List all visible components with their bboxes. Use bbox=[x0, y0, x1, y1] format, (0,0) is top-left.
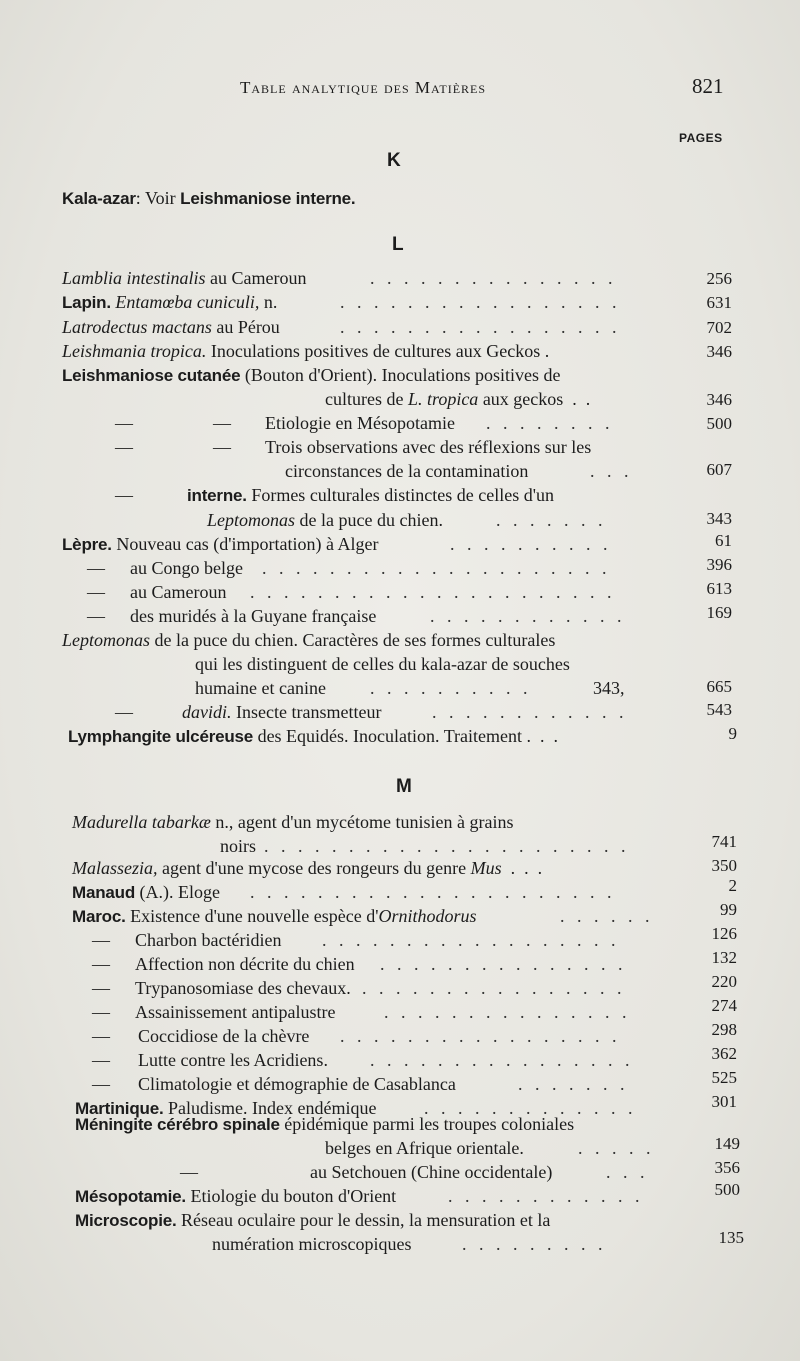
dot-leader: . . . . . . . . bbox=[486, 413, 614, 433]
entry-term: Kala-azar bbox=[62, 189, 136, 208]
entry-madurella bbox=[72, 812, 514, 833]
section-letter-m: M bbox=[396, 776, 412, 797]
entry-manaud bbox=[72, 882, 220, 903]
entry-maroc-coccidiose: Coccidiose de la chèvre bbox=[138, 1026, 310, 1046]
entry-davidi bbox=[182, 702, 381, 723]
page-ref: 135 bbox=[718, 1228, 744, 1247]
dash: — bbox=[180, 1162, 198, 1182]
entry-text: Insecte transmetteur bbox=[231, 702, 382, 722]
entry-lapin bbox=[62, 292, 277, 313]
entry-maroc-charbon: Charbon bactéridien bbox=[135, 930, 282, 950]
dash: — bbox=[115, 485, 133, 505]
dot-leader: . . . . . . . . . bbox=[462, 1234, 607, 1254]
entry-term: Leishmania tropica. bbox=[62, 341, 207, 361]
entry-lepre-congo: au Congo belge bbox=[130, 558, 243, 578]
dot-leader: . . . . . . . . . . . . . . . bbox=[384, 1002, 631, 1022]
page-ref: 99 bbox=[720, 900, 737, 919]
dot-leader: . . . . . . . . . . . . bbox=[448, 1186, 644, 1206]
dot-leader: . . . . . . . . . . . . . . . bbox=[370, 268, 617, 288]
dot-leader: . . . . . . bbox=[560, 906, 654, 926]
entry-continuation: Leptomonas de la puce du chien. bbox=[207, 510, 443, 530]
page-ref: 607 bbox=[706, 460, 732, 479]
entry-microscopie bbox=[75, 1210, 550, 1231]
dot-leader: . . . . . . . . . . . . bbox=[430, 606, 626, 626]
page-ref: 169 bbox=[706, 603, 732, 622]
entry-malassezia: Malassezia, agent d'une mycose des rongeurs du genre Mus . . . bbox=[72, 858, 543, 878]
entry-term: Lèpre. bbox=[62, 535, 112, 554]
entry-lamblia bbox=[62, 268, 307, 289]
entry-lymphangite: Lymphangite ulcéreuse des Equidés. Inoculation. Traitement . . . bbox=[68, 726, 559, 746]
entry-kala-azar bbox=[62, 188, 355, 209]
page-ref-secondary: 343, bbox=[593, 678, 625, 698]
entry-leishmania-tropica: Leishmania tropica. Inoculations positives de cultures aux Geckos . bbox=[62, 341, 550, 361]
dot-leader: . . . . . . . . . . . . . . . . . bbox=[340, 317, 621, 337]
entry-term: Malassezia, bbox=[72, 858, 158, 878]
entry-meningite bbox=[75, 1114, 574, 1135]
entry-leptomonas bbox=[62, 630, 555, 651]
entry-lepre-murides: des muridés à la Guyane française bbox=[130, 606, 377, 626]
page-number: 821 bbox=[692, 74, 724, 98]
entry-text: Paludisme. Index endémique bbox=[163, 1098, 377, 1118]
page-ref: 356 bbox=[714, 1158, 740, 1177]
section-letter-l: L bbox=[392, 234, 404, 255]
entry-leish-trois-observations: Trois observations avec des réflexions sur les bbox=[265, 437, 592, 457]
dot-leader: . . . . . . . . . . . . . bbox=[424, 1098, 637, 1118]
dot-leader: . . . . . . . . . . . . . . . . . . . . . . bbox=[250, 882, 616, 902]
page-ref: 665 bbox=[706, 677, 732, 696]
entry-term: Manaud bbox=[72, 883, 136, 902]
entry-italic: Entamœba cuniculi, bbox=[115, 292, 260, 312]
entry-continuation: cultures de L. tropica aux geckos . . bbox=[325, 389, 591, 409]
entry-italic: Mus bbox=[470, 858, 502, 878]
entry-text: Réseau oculaire pour le dessin, la mensuration et la bbox=[176, 1210, 551, 1230]
dash: — bbox=[213, 413, 231, 433]
entry-text: épidémique parmi les troupes coloniales bbox=[279, 1114, 575, 1134]
dot-leader: . . . . . . . . . . . . . . . . . bbox=[340, 292, 621, 312]
dash: — bbox=[92, 1026, 110, 1046]
entry-continuation: humaine et canine bbox=[195, 678, 326, 698]
entry-continuation: belges en Afrique orientale. bbox=[325, 1138, 524, 1158]
entry-term: Microscopie. bbox=[75, 1211, 177, 1230]
page-ref: 346 bbox=[706, 342, 732, 361]
dot-leader: . . . bbox=[590, 461, 633, 481]
dash: — bbox=[87, 582, 105, 602]
entry-latrodectus bbox=[62, 317, 280, 338]
page-ref: 525 bbox=[711, 1068, 737, 1087]
dash: — bbox=[92, 930, 110, 950]
entry-term: Lamblia intestinalis bbox=[62, 268, 206, 288]
entry-term: Leptomonas bbox=[62, 630, 151, 650]
entry-ref: Leishmaniose interne. bbox=[180, 189, 356, 208]
entry-text: n. bbox=[259, 292, 278, 312]
page-ref: 702 bbox=[706, 318, 732, 337]
page-ref: 149 bbox=[714, 1134, 740, 1153]
entry-maroc-affection: Affection non décrite du chien bbox=[135, 954, 355, 974]
dash: — bbox=[115, 413, 133, 433]
entry-continuation: noirs bbox=[220, 836, 256, 856]
entry-term: Martinique. bbox=[75, 1099, 164, 1118]
entry-mesopotamie bbox=[75, 1186, 396, 1207]
dot-leader: . . . . . . . . . . . . . . . . . . . . . . bbox=[250, 582, 616, 602]
entry-lepre bbox=[62, 534, 379, 555]
page-ref: 343 bbox=[706, 509, 732, 528]
dot-leader: . . . . . . . . . . . . . . . . . . . . . . bbox=[264, 836, 630, 856]
page-ref: 9 bbox=[728, 724, 737, 743]
running-title: Table analytique des Matières bbox=[240, 78, 487, 97]
entry-continuation: numération microscopiques bbox=[212, 1234, 412, 1254]
dash: — bbox=[92, 954, 110, 974]
page-ref: 631 bbox=[706, 293, 732, 312]
dot-leader: . . . . . bbox=[578, 1138, 655, 1158]
entry-maroc-lutte: Lutte contre les Acridiens. bbox=[138, 1050, 328, 1070]
page-ref: 274 bbox=[711, 996, 737, 1015]
entry-text: Etiologie du bouton d'Orient bbox=[185, 1186, 397, 1206]
entry-text: Nouveau cas (d'importation) à Alger bbox=[111, 534, 379, 554]
dot-leader: . . . . . . . . . . bbox=[450, 534, 612, 554]
dash: — bbox=[92, 1002, 110, 1022]
entry-leish-etiologie: Etiologie en Mésopotamie bbox=[265, 413, 455, 433]
page-ref: 126 bbox=[711, 924, 737, 943]
pages-column-label: PAGES bbox=[679, 131, 723, 145]
entry-continuation: qui les distinguent de celles du kala-azar de souches bbox=[195, 654, 570, 674]
entry-maroc bbox=[72, 906, 477, 927]
entry-term: Lapin. bbox=[62, 293, 111, 312]
page-ref: 396 bbox=[706, 555, 732, 574]
page-ref: 301 bbox=[711, 1092, 737, 1111]
entry-text: : Voir bbox=[135, 188, 181, 208]
page-ref: 350 bbox=[711, 856, 737, 875]
dash: — bbox=[92, 1074, 110, 1094]
entry-term: Maroc. bbox=[72, 907, 126, 926]
page-ref: 2 bbox=[728, 876, 737, 895]
entry-maroc-climatologie: Climatologie et démographie de Casablanca bbox=[138, 1074, 456, 1094]
page-ref: 346 bbox=[706, 390, 732, 409]
entry-text: (A.). Eloge bbox=[135, 882, 221, 902]
entry-term: Lymphangite ulcéreuse bbox=[68, 727, 254, 746]
dash: — bbox=[213, 437, 231, 457]
entry-term: interne. bbox=[187, 486, 247, 505]
entry-term: Madurella tabarkæ bbox=[72, 812, 211, 832]
page-ref: 256 bbox=[706, 269, 732, 288]
entry-text: au Cameroun bbox=[205, 268, 307, 288]
entry-term: Leishmaniose cutanée bbox=[62, 366, 241, 385]
page-ref: 132 bbox=[711, 948, 737, 967]
dash: — bbox=[115, 437, 133, 457]
page-ref: 500 bbox=[714, 1180, 740, 1199]
entry-leishmaniose-cutanee bbox=[62, 365, 561, 386]
entry-term: davidi. bbox=[182, 702, 232, 722]
entry-text: (Bouton d'Orient). Inoculations positives de bbox=[240, 365, 561, 385]
entry-text: Formes culturales distinctes de celles d'un bbox=[246, 485, 554, 505]
entry-text: au Pérou bbox=[211, 317, 280, 337]
dot-leader: . . . . . . . . . . . . . . . . . bbox=[340, 1026, 621, 1046]
entry-term: Méningite cérébro spinale bbox=[75, 1115, 280, 1134]
entry-maroc-trypano: Trypanosomiase des chevaux. bbox=[135, 978, 351, 998]
entry-leish-interne bbox=[187, 485, 554, 506]
dash: — bbox=[92, 1050, 110, 1070]
dot-leader: . . . . . . . bbox=[496, 510, 607, 530]
section-letter-k: K bbox=[387, 150, 401, 171]
dash: — bbox=[92, 978, 110, 998]
page-ref: 741 bbox=[711, 832, 737, 851]
page-ref: 500 bbox=[706, 414, 732, 433]
dash: — bbox=[115, 702, 133, 722]
dot-leader: . . . . . . . . . . . . . . . . . . bbox=[322, 930, 620, 950]
page-ref: 298 bbox=[711, 1020, 737, 1039]
entry-italic: Ornithodorus bbox=[378, 906, 477, 926]
dash: — bbox=[87, 558, 105, 578]
page-ref: 613 bbox=[706, 579, 732, 598]
dot-leader: . . . bbox=[606, 1162, 649, 1182]
dot-leader: . . . . . . . . . . . . . . . . bbox=[362, 978, 626, 998]
entry-term: Mésopotamie. bbox=[75, 1187, 186, 1206]
dot-leader: . . . . . . . bbox=[518, 1074, 629, 1094]
entry-lepre-cameroun: au Cameroun bbox=[130, 582, 227, 602]
dot-leader: . . . . . . . . . . . . . . . . bbox=[370, 1050, 634, 1070]
entry-meningite-setchouen: au Setchouen (Chine occidentale) bbox=[310, 1162, 553, 1182]
page-ref: 220 bbox=[711, 972, 737, 991]
entry-text: des Equidés. Inoculation. Traitement bbox=[253, 726, 523, 746]
entry-term: Latrodectus mactans bbox=[62, 317, 212, 337]
entry-continuation: circonstances de la contamination bbox=[285, 461, 529, 481]
entry-text: Existence d'une nouvelle espèce d' bbox=[125, 906, 379, 926]
dot-leader: . . . . . . . . . . bbox=[370, 678, 532, 698]
entry-text: Inoculations positives de cultures aux Geckos bbox=[206, 341, 541, 361]
dot-leader: . . . . . . . . . . . . . . . . . . . . . bbox=[262, 558, 611, 578]
page-ref: 362 bbox=[711, 1044, 737, 1063]
dash: — bbox=[87, 606, 105, 626]
page-ref: 61 bbox=[715, 531, 732, 550]
dot-leader: . . . . . . . . . . . . . . . bbox=[380, 954, 627, 974]
page-ref: 543 bbox=[706, 700, 732, 719]
entry-text: n., agent d'un mycétome tunisien à grains bbox=[210, 812, 514, 832]
entry-text: de la puce du chien. Caractères de ses formes culturales bbox=[150, 630, 556, 650]
entry-maroc-assainissement: Assainissement antipalustre bbox=[135, 1002, 336, 1022]
dot-leader: . . . . . . . . . . . . bbox=[432, 702, 628, 722]
entry-text: agent d'une mycose des rongeurs du genre bbox=[157, 858, 471, 878]
